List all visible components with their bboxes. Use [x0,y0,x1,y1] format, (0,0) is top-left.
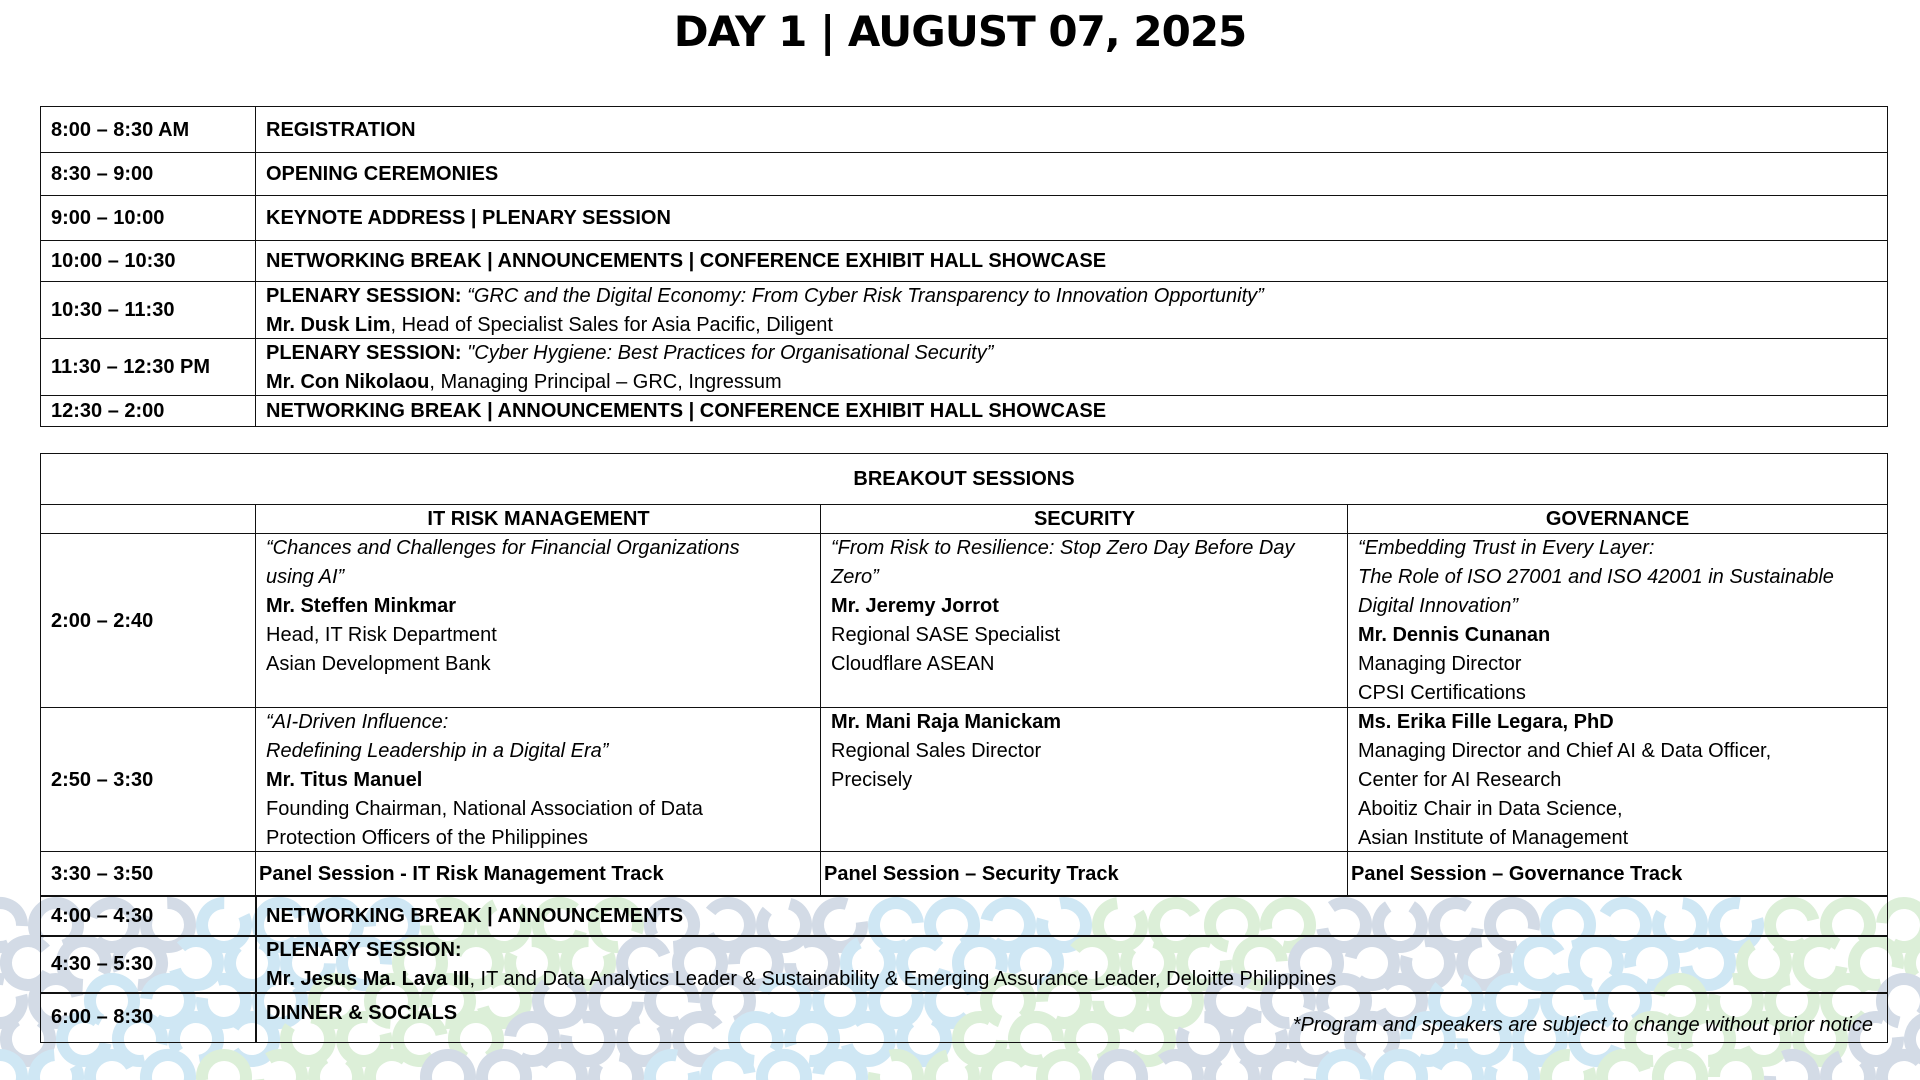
time-text: 4:30 – 5:30 [51,953,154,975]
ring-pattern-shape [1369,1046,1431,1080]
breakout-heading: BREAKOUT SESSIONS [853,468,1075,490]
speaker-detail: Center for AI Research [1358,769,1562,791]
time-cell [40,935,257,994]
ring-pattern-shape [921,1046,983,1080]
event-cell [255,895,1888,937]
session-title-line [266,282,1877,311]
speaker-name: Mr. Jeremy Jorrot [831,595,999,617]
speaker-detail: Regional SASE Specialist [831,624,1061,646]
session-topic: Digital Innovation” [1358,595,1519,617]
session-topic: “From Risk to Resilience: Stop Zero Day Before Day [831,537,1295,559]
ring-pattern-shape [141,1050,194,1080]
speaker-name: Mr. Steffen Minkmar [266,595,457,617]
speaker-name: Mr. Jesus Ma. Lava III [266,967,470,990]
event-cell [255,152,1888,197]
session-topic: “AI-Driven Influence: [266,711,449,733]
speaker-detail: Founding Chairman, National Association of Data [266,798,703,820]
speaker-line [266,311,1877,340]
ring-pattern-shape [1876,1049,1920,1080]
track-label: IT RISK MANAGEMENT [427,508,650,530]
session-cell [820,533,1349,709]
speaker-detail: Managing Director [1358,653,1522,675]
speaker-line [266,965,1877,994]
event-label: OPENING CEREMONIES [266,163,499,185]
session-topic: “Embedding Trust in Every Layer: [1358,537,1655,559]
event-label: REGISTRATION [266,118,416,141]
session-topic: using AI” [266,566,345,588]
speaker-detail: CPSI Certifications [1358,682,1526,704]
panel-session-security [820,851,1349,897]
event-cell [255,395,1888,427]
speaker-name: Mr. Dusk Lim [266,313,391,336]
session-topic: The Role of ISO 27001 and ISO 42001 in Sustainable [1358,566,1834,588]
session-topic: Redefining Leadership in a Digital Era” [266,740,609,762]
session-title-line [266,339,1877,368]
plenary-session-cell [255,281,1888,340]
panel-label: Panel Session - IT Risk Management Track [259,862,664,885]
speaker-detail: Protection Officers of the Philippines [266,827,589,849]
speaker-name: Ms. Erika Fille Legara, PhD [1358,711,1614,733]
time-cell [40,152,257,197]
speaker-name: Mr. Mani Raja Manickam [831,711,1062,733]
ring-pattern-shape [1202,1047,1261,1080]
session-cell [820,707,1349,853]
ring-pattern-shape [473,1046,534,1080]
speaker-detail: Managing Director and Chief AI & Data Officer, [1358,740,1772,762]
time-cell [40,992,257,1043]
speaker-detail: Aboitiz Chair in Data Science, [1358,798,1623,820]
speaker-line [266,368,1877,397]
event-label: NETWORKING BREAK | ANNOUNCEMENTS | CONFERENCE EXHIBIT HALL SHOWCASE [266,250,1107,272]
ring-pattern-shape [305,1046,366,1080]
time-cell [40,707,257,853]
event-label: NETWORKING BREAK | ANNOUNCEMENTS [266,904,684,927]
track-header-governance [1347,504,1888,535]
event-label: NETWORKING BREAK | ANNOUNCEMENTS | CONFERENCE EXHIBIT HALL SHOWCASE [266,399,1107,422]
panel-session-it-risk [255,851,822,897]
speaker-detail: Head, IT Risk Department [266,624,497,646]
time-cell [40,240,257,283]
speaker-detail: Asian Institute of Management [1358,827,1629,849]
session-cell [255,533,822,709]
page-title: DAY 1 | AUGUST 07, 2025 [673,7,1247,56]
time-text: 11:30 – 12:30 PM [51,356,210,378]
event-cell [255,992,1888,1043]
time-text: 3:30 – 3:50 [51,862,154,885]
ring-pattern-shape [1427,1048,1485,1080]
ring-pattern-shape [1593,1046,1655,1080]
speaker-detail: Regional Sales Director [831,740,1042,762]
event-cell [255,106,1888,154]
panel-label: Panel Session – Governance Track [1351,862,1683,885]
panel-session-governance [1347,851,1888,897]
session-topic: “GRC and the Digital Economy: From Cyber Risk Transparency to Innovation Opportunity” [467,284,1264,307]
time-text: 8:00 – 8:30 AM [51,118,190,141]
time-cell [40,851,257,897]
plenary-session-cell [255,935,1888,994]
ring-pattern-shape [697,1046,758,1080]
empty-header-cell [40,504,257,535]
time-cell [40,281,257,340]
ring-pattern-shape [81,1046,143,1080]
track-label: SECURITY [1033,508,1136,530]
speaker-detail: Asian Development Bank [266,653,491,675]
speaker-role: , IT and Data Analytics Leader & Sustainability & Emerging Assurance Leader, Deloitte Philippines [469,967,1337,990]
speaker-detail: Precisely [831,769,913,791]
track-label: GOVERNANCE [1545,508,1690,530]
track-header-it-risk [255,504,822,535]
session-topic: “Chances and Challenges for Financial Organizations [266,537,740,559]
time-cell [40,106,257,154]
session-cell [255,707,822,853]
time-text: 4:00 – 4:30 [51,904,154,927]
time-cell [40,338,257,397]
track-header-security [820,504,1349,535]
time-text: 9:00 – 10:00 [51,207,165,229]
session-cell [1347,533,1888,709]
ring-pattern-shape [199,1052,249,1080]
time-cell [40,395,257,427]
speaker-name: Mr. Dennis Cunanan [1358,624,1551,646]
event-label: KEYNOTE ADDRESS | PLENARY SESSION [266,207,671,229]
session-type: PLENARY SESSION: [266,341,462,364]
breakout-heading-cell [40,453,1888,506]
plenary-session-cell [255,338,1888,397]
ring-pattern-shape [754,1047,814,1080]
session-type: PLENARY SESSION: [266,284,462,307]
speaker-role: , Managing Principal – GRC, Ingressum [429,370,782,393]
session-topic: Zero” [831,566,879,588]
ring-pattern-shape [1817,1046,1879,1080]
ring-pattern-shape [815,1052,865,1080]
time-cell [40,195,257,242]
speaker-name: Mr. Con Nikolaou [266,370,430,393]
time-text: 10:30 – 11:30 [51,299,175,321]
speaker-role: , Head of Specialist Sales for Asia Pacific, Diligent [390,313,833,336]
speaker-name: Mr. Titus Manuel [266,769,423,791]
time-cell [40,895,257,937]
time-text: 12:30 – 2:00 [51,399,165,422]
ring-pattern-shape [1651,1048,1709,1080]
disclaimer-note: *Program and speakers are subject to change without prior notice [1292,1014,1873,1036]
session-cell [1347,707,1888,853]
event-cell [255,195,1888,242]
time-text: 2:00 – 2:40 [51,609,154,632]
session-topic: "Cyber Hygiene: Best Practices for Organisational Security” [467,341,994,364]
time-text: 2:50 – 3:30 [51,768,154,791]
session-type: PLENARY SESSION: [266,938,462,961]
panel-label: Panel Session – Security Track [824,862,1119,885]
time-text: 8:30 – 9:00 [51,163,154,185]
time-cell [40,533,257,709]
time-text: 10:00 – 10:30 [51,250,176,272]
event-label: DINNER & SOCIALS [266,1002,458,1024]
time-text: 6:00 – 8:30 [51,1006,154,1028]
speaker-detail: Cloudflare ASEAN [831,653,995,675]
event-cell [255,240,1888,283]
ring-pattern-shape [1714,1055,1758,1080]
ring-pattern-shape [1040,1053,1088,1080]
